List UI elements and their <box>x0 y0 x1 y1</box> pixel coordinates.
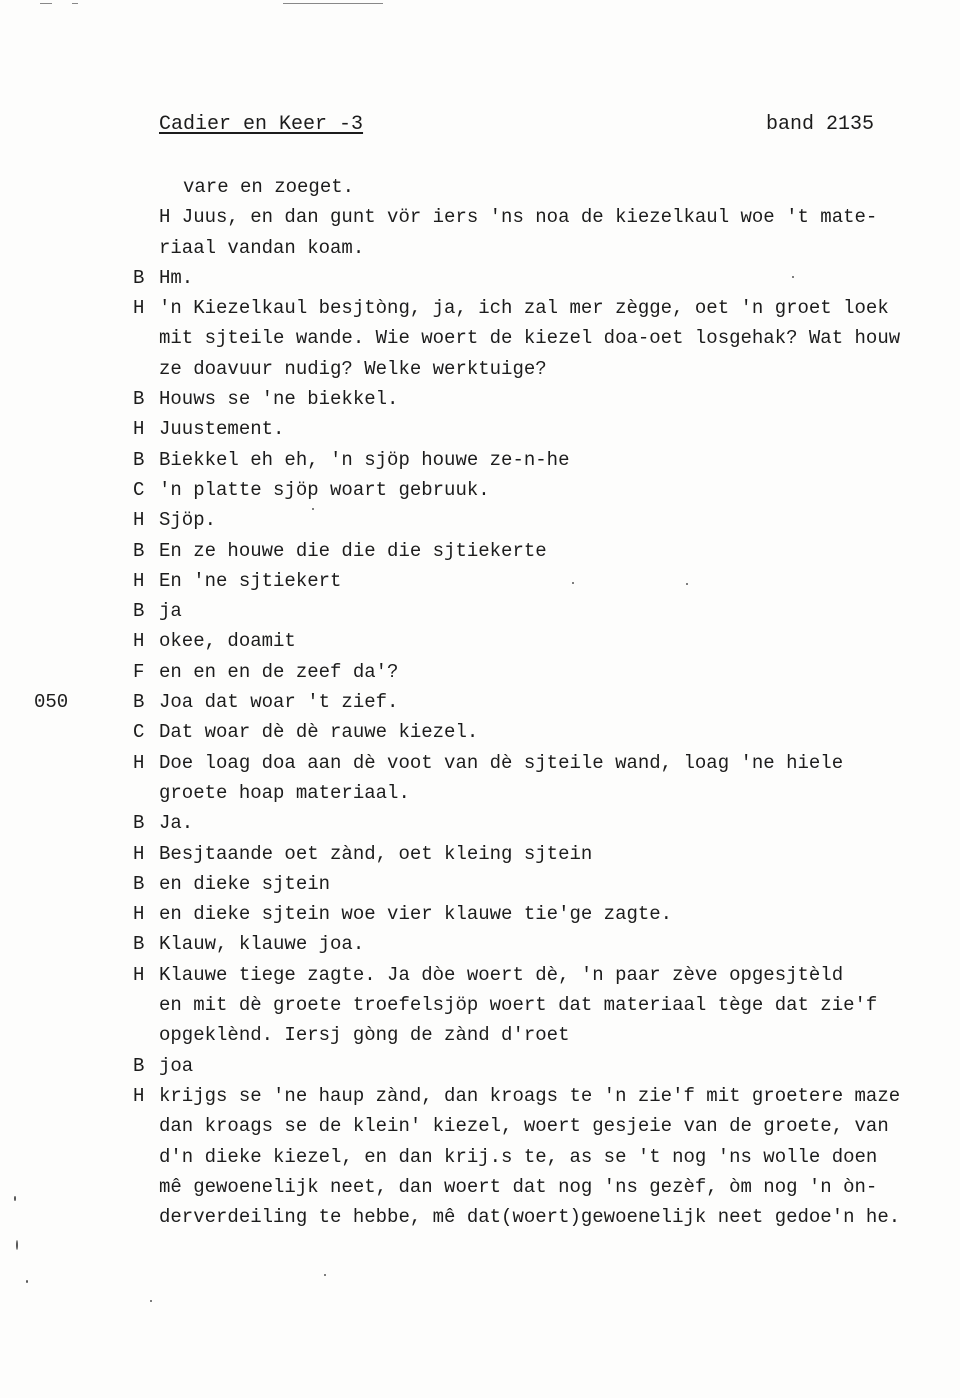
transcript-line <box>0 414 960 444</box>
transcript-line <box>0 657 960 687</box>
line-text: krijgs se 'ne haup zànd, dan kroags te 'n zie'f mit groetere maze <box>159 1084 901 1107</box>
margin-counter: 050 <box>34 691 69 714</box>
line-text: Dat woar dè dè rauwe kiezel. <box>159 721 479 744</box>
line-text: en dieke sjtein <box>159 872 331 895</box>
scan-speck <box>324 1274 326 1276</box>
transcript-line <box>0 717 960 747</box>
transcript-line <box>0 445 960 475</box>
line-text: En 'ne sjtiekert <box>159 569 342 592</box>
transcript-body <box>0 172 960 1232</box>
transcript-line <box>0 869 960 899</box>
line-text: en mit dè groete troefelsjöp woert dat materiaal tège dat zie'f <box>159 994 878 1017</box>
line-text: groete hoap materiaal. <box>159 781 410 804</box>
speaker-label: B <box>133 600 145 623</box>
line-text: 'n Kiezelkaul besjtòng, ja, ich zal mer zègge, oet 'n groet loek <box>159 297 889 320</box>
line-text: riaal vandan koam. <box>159 236 365 259</box>
line-text: Joa dat woar 't zief. <box>159 691 399 714</box>
line-text: Klauwe tiege zagte. Ja dòe woert dè, 'n paar zève opgesjtèld <box>159 963 844 986</box>
transcript-line <box>0 202 960 232</box>
speaker-label: B <box>133 933 145 956</box>
scan-mark <box>72 3 78 4</box>
transcript-line <box>0 172 960 202</box>
speaker-label: H <box>133 963 145 986</box>
line-text: vare en zoeget. <box>183 176 355 198</box>
scan-speck <box>792 276 794 278</box>
speaker-label: H <box>133 418 145 441</box>
line-text: Besjtaande oet zànd, oet kleing sjtein <box>159 842 593 865</box>
speaker-label: B <box>133 812 145 835</box>
speaker-label: H <box>133 297 145 320</box>
line-text: mê gewoenelijk neet, dan woert dat nog 'ns gezèf, òm nog 'n òn- <box>159 1175 878 1198</box>
transcript-line <box>0 960 960 990</box>
speaker-label: B <box>133 691 145 714</box>
transcript-line <box>0 808 960 838</box>
transcript-line <box>0 687 960 717</box>
line-text: Hm. <box>159 266 194 289</box>
line-text: En ze houwe die die die sjtiekerte <box>159 539 547 562</box>
transcript-line <box>0 778 960 808</box>
scan-mark <box>40 3 52 4</box>
speaker-label: B <box>133 388 145 411</box>
line-text: dan kroags se de klein' kiezel, woert gesjeie van de groete, van <box>159 1115 889 1138</box>
speaker-label: H <box>133 903 145 926</box>
transcript-line <box>0 1020 960 1050</box>
speaker-label: H <box>133 509 145 532</box>
line-text: ze doavuur nudig? Welke werktuige? <box>159 357 547 380</box>
scan-speck <box>14 1196 16 1201</box>
transcript-line <box>0 1172 960 1202</box>
speaker-label: B <box>133 1054 145 1077</box>
transcript-line <box>0 1051 960 1081</box>
transcript-line <box>0 293 960 323</box>
scan-speck <box>150 1300 152 1302</box>
speaker-label: B <box>133 872 145 895</box>
line-text: d'n dieke kiezel, en dan krij.s te, as se 't nog 'ns wolle doen <box>159 1145 878 1168</box>
transcript-line <box>0 323 960 353</box>
line-text: derverdeiling te hebbe, mê dat(woert)gewoenelijk neet gedoe'n he. <box>159 1206 901 1229</box>
scan-mark <box>283 3 383 4</box>
line-text: en dieke sjtein woe vier klauwe tie'ge zagte. <box>159 903 673 926</box>
line-text: Doe loag doa aan dè voot van dè sjteile wand, loag 'ne hiele <box>159 751 844 774</box>
line-text: okee, doamit <box>159 630 296 653</box>
document-title: Cadier en Keer -3 <box>159 113 364 136</box>
transcript-line <box>0 1142 960 1172</box>
transcript-line <box>0 990 960 1020</box>
line-text: Biekkel eh eh, 'n sjöp houwe ze-n-he <box>159 448 570 471</box>
speaker-label: H <box>133 630 145 653</box>
line-text: Houws se 'ne biekkel. <box>159 388 399 411</box>
transcript-line <box>0 899 960 929</box>
line-text: mit sjteile wande. Wie woert de kiezel doa-oet losgehak? Wat houw <box>159 327 901 350</box>
line-text: Juustement. <box>159 418 285 441</box>
scan-speck <box>26 1280 28 1283</box>
speaker-label: F <box>133 660 145 683</box>
line-text: 'n platte sjöp woart gebruuk. <box>159 478 490 501</box>
scan-speck <box>16 1240 18 1250</box>
speaker-label: C <box>133 721 145 744</box>
speaker-label: H <box>133 751 145 774</box>
transcript-line <box>0 384 960 414</box>
transcript-line <box>0 929 960 959</box>
speaker-label: C <box>133 478 145 501</box>
transcript-line <box>0 233 960 263</box>
transcript-line <box>0 1081 960 1111</box>
line-text: Klauw, klauwe joa. <box>159 933 365 956</box>
line-text: Ja. <box>159 812 194 835</box>
scan-speck <box>686 583 688 585</box>
transcript-line <box>0 1202 960 1232</box>
line-text: en en en de zeef da'? <box>159 660 399 683</box>
scan-speck <box>572 582 574 584</box>
scan-speck <box>312 508 314 510</box>
transcript-line <box>0 839 960 869</box>
transcript-line <box>0 748 960 778</box>
line-text: opgeklènd. Iersj gòng de zànd d'roet <box>159 1024 570 1047</box>
speaker-label: H <box>133 842 145 865</box>
speaker-label: B <box>133 266 145 289</box>
transcript-line <box>0 536 960 566</box>
speaker-label: B <box>133 448 145 471</box>
speaker-label: B <box>133 539 145 562</box>
transcript-line <box>0 475 960 505</box>
band-number: band 2135 <box>766 113 875 136</box>
transcript-line <box>0 505 960 535</box>
line-text: Sjöp. <box>159 509 217 532</box>
transcript-line <box>0 1111 960 1141</box>
line-text: joa <box>159 1054 194 1077</box>
line-text: H Juus, en dan gunt vör iers 'ns noa de kiezelkaul woe 't mate- <box>159 206 878 229</box>
speaker-label: H <box>133 569 145 592</box>
transcript-line <box>0 626 960 656</box>
transcript-line <box>0 566 960 596</box>
transcript-line <box>0 263 960 293</box>
transcript-line <box>0 596 960 626</box>
speaker-label: H <box>133 1084 145 1107</box>
transcript-line <box>0 354 960 384</box>
line-text: ja <box>159 600 182 623</box>
